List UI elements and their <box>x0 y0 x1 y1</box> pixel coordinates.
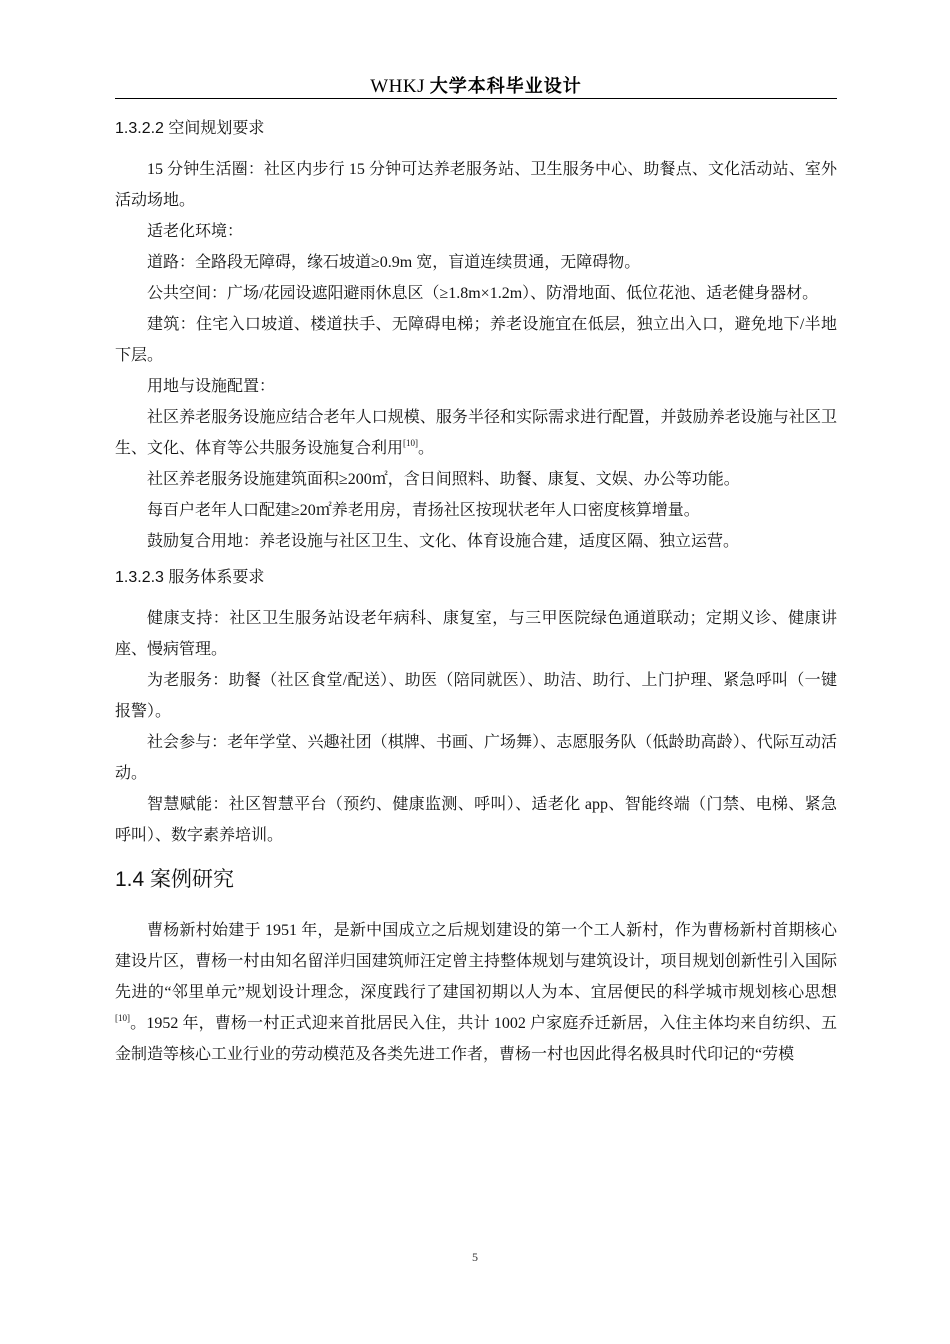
header-title: 大学本科毕业设计 <box>429 76 582 97</box>
page-number: 5 <box>472 1250 478 1264</box>
section-heading-1-4: 1.4 案例研究 <box>115 868 235 891</box>
paragraph: 用地与设施配置： <box>147 378 276 395</box>
header-latin: WHKJ <box>370 76 426 97</box>
paragraph <box>115 915 837 1070</box>
paragraph: 鼓励复合用地：养老设施与社区卫生、文化、体育设施合建，适度区隔、独立运营。 <box>147 533 740 550</box>
section-heading-1-3-2-3: 1.3.2.3 服务体系要求 <box>115 569 265 586</box>
paragraph: 为老服务：助餐（社区食堂/配送）、助医（陪同就医）、助洁、助行、上门护理、紧急呼叫（一键报警）。 <box>115 672 837 720</box>
paragraph-text: 。1952 年，曹杨一村正式迎来首批居民入住，共计 1002 户家庭乔迁新居，入住主体均来自纺织、五金制造等核心工业行业的劳动模范及各类先进工作者，曹杨一村也因此得名极具时代印记的“劳模 <box>115 1015 837 1063</box>
paragraph-text: 。 <box>418 440 435 457</box>
paragraph: 适老化环境： <box>147 223 244 240</box>
citation-ref: [10] <box>115 1013 130 1023</box>
paragraph: 公共空间：广场/花园设遮阳避雨休息区（≥1.8m×1.2m）、防滑地面、低位花池、适老健身器材。 <box>147 285 819 302</box>
paragraph <box>115 402 837 464</box>
paragraph: 建筑：住宅入口坡道、楼道扶手、无障碍电梯；养老设施宜在低层，独立出入口，避免地下/半地下层。 <box>115 316 837 364</box>
document-body <box>115 116 837 1070</box>
paragraph: 15 分钟生活圈：社区内步行 15 分钟可达养老服务站、卫生服务中心、助餐点、文化活动站、室外活动场地。 <box>115 161 837 209</box>
paragraph: 社区养老服务设施建筑面积≥200㎡，含日间照料、助餐、康复、文娱、办公等功能。 <box>147 471 740 488</box>
paragraph-text: 社区养老服务设施应结合老年人口规模、服务半径和实际需求进行配置，并鼓励养老设施与社区卫生、文化、体育等公共服务设施复合利用 <box>115 409 837 457</box>
paragraph: 每百户老年人口配建≥20㎡养老用房，青扬社区按现状老年人口密度核算增量。 <box>147 502 700 519</box>
citation-ref: [10] <box>403 438 419 448</box>
paragraph: 智慧赋能：社区智慧平台（预约、健康监测、呼叫）、适老化 app、智能终端（门禁、电梯、紧急呼叫）、数字素养培训。 <box>115 796 837 844</box>
paragraph: 道路：全路段无障碍，缘石坡道≥0.9m 宽，盲道连续贯通，无障碍物。 <box>147 254 641 271</box>
page-header <box>115 72 837 99</box>
paragraph: 健康支持：社区卫生服务站设老年病科、康复室，与三甲医院绿色通道联动；定期义诊、健康讲座、慢病管理。 <box>115 610 837 658</box>
paragraph-text: 曹杨新村始建于 1951 年，是新中国成立之后规划建设的第一个工人新村，作为曹杨新村首期核心建设片区，曹杨一村由知名留洋归国建筑师汪定曾主持整体规划与建筑设计，项目规划创新性引入国际先进的“邻里单元”规划设计理念，深度践行了建国初期以人为本、宜居便民的科学城市规划核心思想 <box>115 922 837 1001</box>
section-heading-1-3-2-2: 1.3.2.2 空间规划要求 <box>115 120 265 137</box>
paragraph: 社会参与：老年学堂、兴趣社团（棋牌、书画、广场舞）、志愿服务队（低龄助高龄）、代际互动活动。 <box>115 734 837 782</box>
